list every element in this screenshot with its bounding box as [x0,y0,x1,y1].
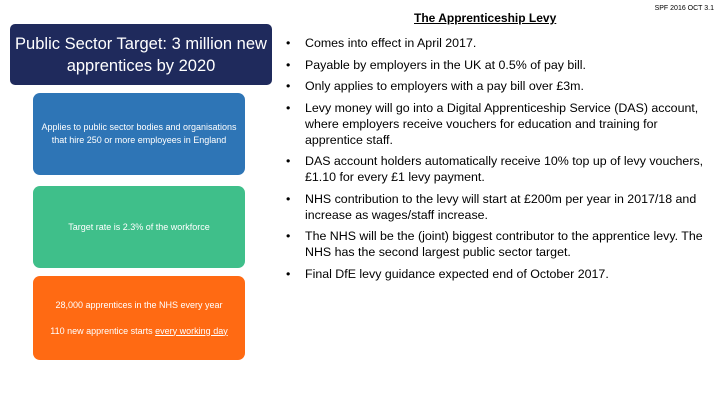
levy-bullet: • Levy money will go into a Digital Apprenticeship Service (DAS) account, where employers receive vouchers for education and training for apprentice staff. [286,100,706,148]
nhs-apprentices-card [33,276,245,360]
applies-card [33,93,245,175]
slide-reference-label: SPF 2016 OCT 3.1 [654,5,714,12]
levy-heading: The Apprenticeship Levy [414,11,557,25]
levy-bullet: • Final DfE levy guidance expected end of October 2017. [286,266,706,282]
applies-card-text: Applies to public sector bodies and organisations that hire 250 or more employees in England [41,122,237,145]
target-title-box [10,24,272,85]
target-rate-card-text: Target rate is 2.3% of the workforce [68,221,210,232]
levy-bullet: • Payable by employers in the UK at 0.5% of pay bill. [286,57,706,73]
levy-bullet-list [286,35,706,287]
levy-bullet: • DAS account holders automatically receive 10% top up of levy vouchers, £1.10 for every £1 levy payment. [286,153,706,185]
nhs-apprentices-line2 [50,325,227,338]
nhs-apprentices-line1: 28,000 apprentices in the NHS every year [55,299,223,310]
nhs-apprentices-line2-prefix: 110 new apprentice starts [50,325,156,336]
target-title: Public Sector Target: 3 million new apprentices by 2020 [15,34,267,75]
levy-bullet: • Only applies to employers with a pay bill over £3m. [286,78,706,94]
levy-bullet: • NHS contribution to the levy will start at £200m per year in 2017/18 and increase as wages/staff increase. [286,191,706,223]
every-working-day-link[interactable]: every working day [155,325,228,336]
target-rate-card [33,186,245,268]
levy-bullet: • Comes into effect in April 2017. [286,35,706,51]
levy-bullet: • The NHS will be the (joint) biggest contributor to the apprentice levy. The NHS has the second largest public sector target. [286,228,706,260]
